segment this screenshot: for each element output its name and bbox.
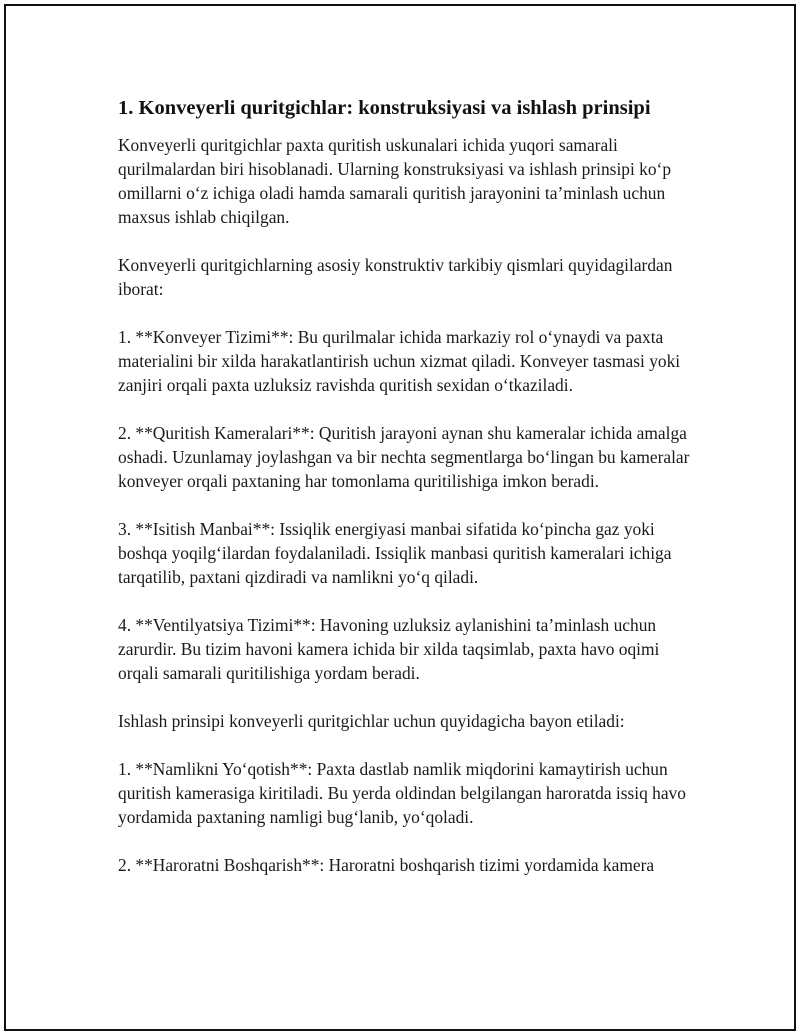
paragraph-heating-source: 3. **Isitish Manbai**: Issiqlik energiyasi manbai sifatida ko‘pincha gaz yoki boshqa yoqilg‘ilardan foydalaniladi. Issiqlik manbasi quritish kameralari ichiga tarqatilib, paxtani qizdiradi va namlikni yo‘q qiladi. bbox=[118, 519, 672, 587]
document-body bbox=[118, 95, 698, 901]
section-heading: 1. Konveyerli quritgichlar: konstruksiyasi va ishlash prinsipi bbox=[118, 97, 651, 119]
paragraph-temperature-control: 2. **Haroratni Boshqarish**: Haroratni boshqarish tizimi yordamida kamera bbox=[118, 855, 655, 875]
paragraph-principle-intro: Ishlash prinsipi konveyerli quritgichlar uchun quyidagicha bayon etiladi: bbox=[118, 711, 625, 731]
paragraph-conveyor-system: 1. **Konveyer Tizimi**: Bu qurilmalar ichida markaziy rol o‘ynaydi va paxta materialini bir xilda harakatlantirish uchun xizmat qiladi. Konveyer tasmasi yoki zanjiri orqali paxta uzluksiz ravishda quritish sexidan o‘tkaziladi. bbox=[118, 327, 681, 395]
paragraph-components-intro: Konveyerli quritgichlarning asosiy konstruktiv tarkibiy qismlari quyidagilardan iborat: bbox=[118, 255, 673, 299]
paragraph-ventilation-system: 4. **Ventilyatsiya Tizimi**: Havoning uzluksiz aylanishini ta’minlash uchun zarurdir. Bu tizim havoni kamera ichida bir xilda taqsimlab, paxta havo oqimi orqali samarali quritilishiga yordam beradi. bbox=[118, 615, 660, 683]
paragraph-intro: Konveyerli quritgichlar paxta quritish uskunalari ichida yuqori samarali qurilmalardan biri hisoblanadi. Ularning konstruksiyasi va ishlash prinsipi ko‘p omillarni o‘z ichiga oladi hamda samarali quritish jarayonini ta’minlash uchun maxsus ishlab chiqilgan. bbox=[118, 135, 672, 227]
paragraph-drying-chambers: 2. **Quritish Kameralari**: Quritish jarayoni aynan shu kameralar ichida amalga oshadi. Uzunlamay joylashgan va bir nechta segmentlarga bo‘lingan bu kameralar konveyer orqali paxtaning har tomonlama quritilishiga imkon beradi. bbox=[118, 423, 690, 491]
paragraph-moisture-removal: 1. **Namlikni Yo‘qotish**: Paxta dastlab namlik miqdorini kamaytirish uchun quritish kamerasiga kiritiladi. Bu yerda oldindan belgilangan haroratda issiq havo yordamida paxtaning namligi bug‘lanib, yo‘qoladi. bbox=[118, 759, 686, 827]
